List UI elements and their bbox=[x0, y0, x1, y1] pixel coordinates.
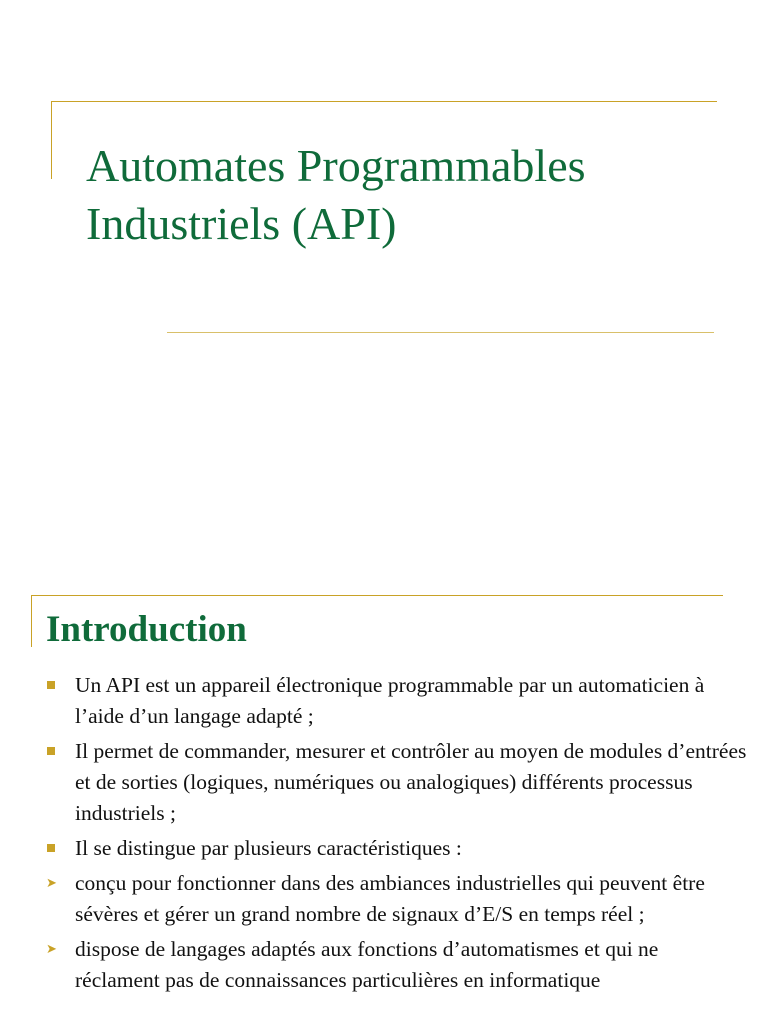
intro-heading: Introduction bbox=[46, 609, 247, 650]
slide-title-line-1: Automates Programmables bbox=[86, 140, 586, 191]
intro-bullet-list bbox=[0, 670, 768, 1000]
slide-title bbox=[86, 137, 726, 253]
square-bullet-icon bbox=[47, 844, 55, 852]
intro-left-rule bbox=[31, 595, 32, 647]
list-item bbox=[0, 868, 768, 930]
title-bottom-rule bbox=[167, 332, 714, 333]
list-item-text: conçu pour fonctionner dans des ambiances industrielles qui peuvent être sévères et gérer un grand nombre de signaux d’E/S en temps réel ; bbox=[75, 871, 705, 926]
list-item bbox=[0, 670, 768, 732]
square-bullet-icon bbox=[47, 681, 55, 689]
intro-top-rule bbox=[31, 595, 723, 596]
square-bullet-icon bbox=[47, 747, 55, 755]
list-item-text: Il permet de commander, mesurer et contrôler au moyen de modules d’entrées et de sorties (logiques, numériques ou analogiques) différents processus industriels ; bbox=[75, 739, 747, 825]
title-left-rule bbox=[51, 101, 52, 179]
list-item bbox=[0, 934, 768, 996]
arrow-bullet-icon: ➤ bbox=[46, 876, 57, 891]
introduction-slide bbox=[0, 560, 768, 1024]
list-item-text: Un API est un appareil électronique programmable par un automaticien à l’aide d’un langage adapté ; bbox=[75, 673, 705, 728]
slide-title-line-2: Industriels (API) bbox=[86, 198, 397, 249]
list-item bbox=[0, 833, 768, 864]
list-item-text: dispose de langages adaptés aux fonctions d’automatismes et qui ne réclament pas de connaissances particulières en informatique bbox=[75, 937, 659, 992]
list-item-text: Il se distingue par plusieurs caractéristiques : bbox=[75, 836, 462, 860]
title-top-rule bbox=[51, 101, 717, 102]
arrow-bullet-icon: ➤ bbox=[46, 942, 57, 957]
list-item bbox=[0, 736, 768, 829]
